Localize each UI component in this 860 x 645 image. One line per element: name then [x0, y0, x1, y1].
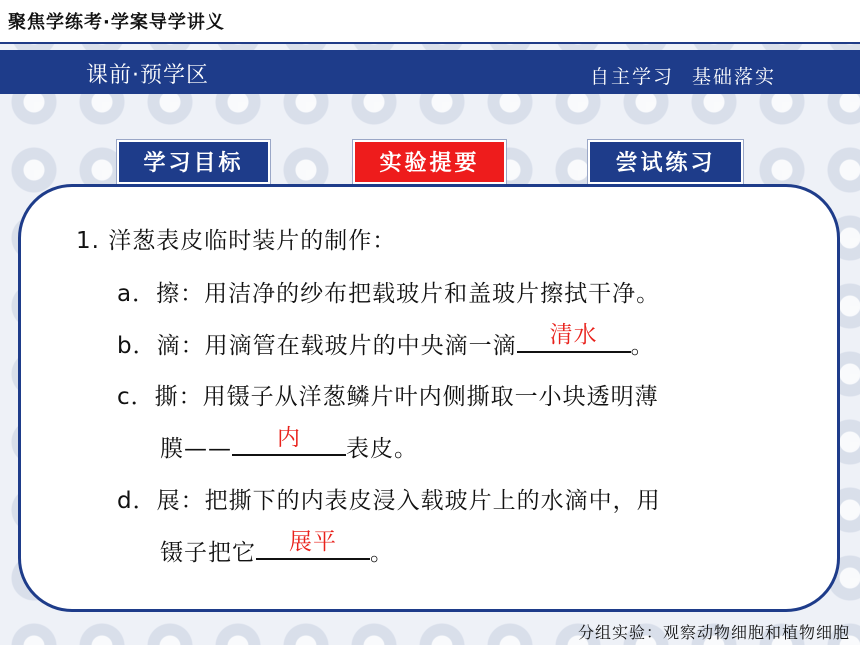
step-d-line2: [160, 529, 394, 567]
step-b-text: b．滴：用滴管在载玻片的中央滴一滴: [117, 333, 517, 359]
step-a: a．擦：用洁净的纱布把载玻片和盖玻片擦拭干净。: [117, 281, 661, 307]
book-title: 聚焦学练考·学案导学讲义: [8, 12, 225, 33]
tab-practice[interactable]: 尝试练习: [588, 140, 743, 184]
step-c-end: 表皮。: [346, 436, 418, 462]
top-divider: [0, 42, 860, 44]
step-c-answer: 内: [277, 425, 301, 451]
step-d-line1: d．展：把撕下的内表皮浸入载玻片上的水滴中，用: [117, 488, 661, 514]
step-c-line1: c．撕：用镊子从洋葱鳞片叶内侧撕取一小块透明薄: [117, 384, 659, 410]
step-d-text: 镊子把它: [160, 540, 256, 566]
step-b-end: 。: [630, 333, 655, 359]
step-c-line2: [160, 425, 418, 463]
step-d-blank: [256, 529, 370, 560]
step-b-blank: [517, 322, 631, 353]
top-bar: [0, 0, 860, 42]
footer-caption: 分组实验：观察动物细胞和植物细胞: [577, 623, 850, 642]
tab-learning-goals[interactable]: 学习目标: [117, 140, 270, 184]
section-tag: 自主学习 基础落实: [589, 66, 776, 88]
section-title: 课前·预学区: [86, 63, 209, 88]
step-b-answer: 清水: [549, 322, 598, 348]
step-c-text: 膜——: [160, 436, 232, 462]
step-c-blank: [232, 425, 346, 456]
step-b: [117, 322, 655, 360]
tab-experiment-summary[interactable]: 实验提要: [353, 140, 506, 184]
step-d-answer: 展平: [289, 529, 337, 555]
step-d-end: 。: [370, 540, 394, 566]
item-1-heading: 1. 洋葱表皮临时装片的制作：: [76, 228, 397, 254]
